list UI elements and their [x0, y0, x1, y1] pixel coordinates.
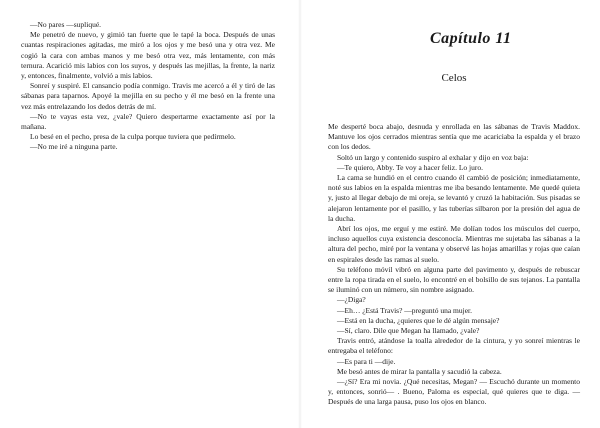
right-paragraph: —Sí, claro. Dile que Megan ha llamado, ¿vale?	[337, 326, 480, 336]
right-paragraph: —Te quiero, Abby. Te voy a hacer feliz. Lo juro.	[337, 162, 483, 172]
right-paragraph: Abrí los ojos, me erguí y me estiré. Me dolían todos los músculos del cuerpo, incluso aquellos cuya existencia desconocía. Mientras me sujetaba las sábanas a la altura del pecho, miré por la ventana y observé las hojas amarillas y rojas que caían en espirales desde las ramas al suelo.	[328, 224, 580, 264]
right-paragraph: —Es para ti —dije.	[337, 356, 396, 366]
left-paragraph: Lo besé en el pecho, presa de la culpa porque tuviera que pedírmelo.	[30, 132, 236, 142]
left-paragraph: —No pares —supliqué.	[30, 20, 102, 29]
left-paragraph: Sonreí y suspiré. El cansancio podía conmigo. Travis me acercó a él y tiró de las sábanas para taparnos. Apoyé la mejilla en su pecho y él me besó en la frente una vez más entrelazando los dedos detrás de mí.	[21, 81, 275, 111]
right-paragraph: Soltó un largo y contenido suspiro al exhalar y dijo en voz baja:	[337, 152, 529, 162]
right-paragraph: Su teléfono móvil vibró en alguna parte del pavimento y, después de rebuscar entre la ropa tirada en el suelo, lo encontré en el bolsillo de sus tejanos. La pantalla se iluminó con un número, sin nombre asignado.	[328, 264, 580, 295]
book-gutter	[298, 0, 302, 428]
right-paragraph: —¿Diga?	[337, 295, 366, 305]
left-page-text	[21, 20, 275, 153]
right-paragraph: Me desperté boca abajo, desnuda y enrollada en las sábanas de Travis Maddox. Mantuve los ojos cerrados mientras sentía que me acariciaba la espalda y el brazo con los dedos.	[328, 122, 580, 152]
chapter-number: Capítulo 11	[430, 30, 512, 47]
right-page-text	[328, 122, 580, 408]
left-paragraph: —No me iré a ninguna parte.	[30, 142, 118, 152]
chapter-title: Celos	[441, 72, 467, 84]
right-paragraph: La cama se hundió en el centro cuando él cambió de posición; inmediatamente, noté sus labios en la espalda mientras me iba besando lentamente. Me quedé quieta y, justo al llegar debajo de mi oreja, se levantó y cruzó la habitación. Sus pisadas se alejaron lentamente por el pasillo, y las tuberías silbaron por la presión del agua de la ducha.	[328, 173, 580, 223]
right-paragraph: —Eh… ¿Está Travis? —preguntó una mujer.	[337, 305, 472, 315]
left-paragraph: Me penetró de nuevo, y gimió tan fuerte que le tapé la boca. Después de unas cuantas respiraciones agitadas, me miró a los ojos y me besó una y otra vez. Me cogió la cara con ambas manos y me besó otra vez, más lentamente, con más ternura. Acarició mis labios con los suyos, y después las mejillas, la frente, la nariz y, entonces, finalmente, volvió a mis labios.	[21, 30, 275, 81]
chapter-heading	[328, 24, 580, 98]
right-paragraph: —¿Sí? Era mi novia. ¿Qué necesitas, Megan? — Escuchó durante un momento y, entonces, sonrió— . Bueno, Paloma es especial, qué quieres que te diga. — Después de una larga pausa, puso los ojos en blanco.	[328, 377, 580, 407]
left-paragraph: —No te vayas esta vez, ¿vale? Quiero despertarme exactamente así por la mañana.	[21, 111, 275, 132]
right-page	[304, 0, 600, 428]
right-paragraph: Me besó antes de mirar la pantalla y sacudió la cabeza.	[337, 366, 502, 376]
right-paragraph: —Está en la ducha, ¿quieres que le dé algún mensaje?	[337, 315, 500, 325]
right-paragraph: Travis entró, atándose la toalla alrededor de la cintura, y yo sonreí mientras le entregaba el teléfono:	[328, 336, 580, 356]
left-page	[0, 0, 296, 428]
